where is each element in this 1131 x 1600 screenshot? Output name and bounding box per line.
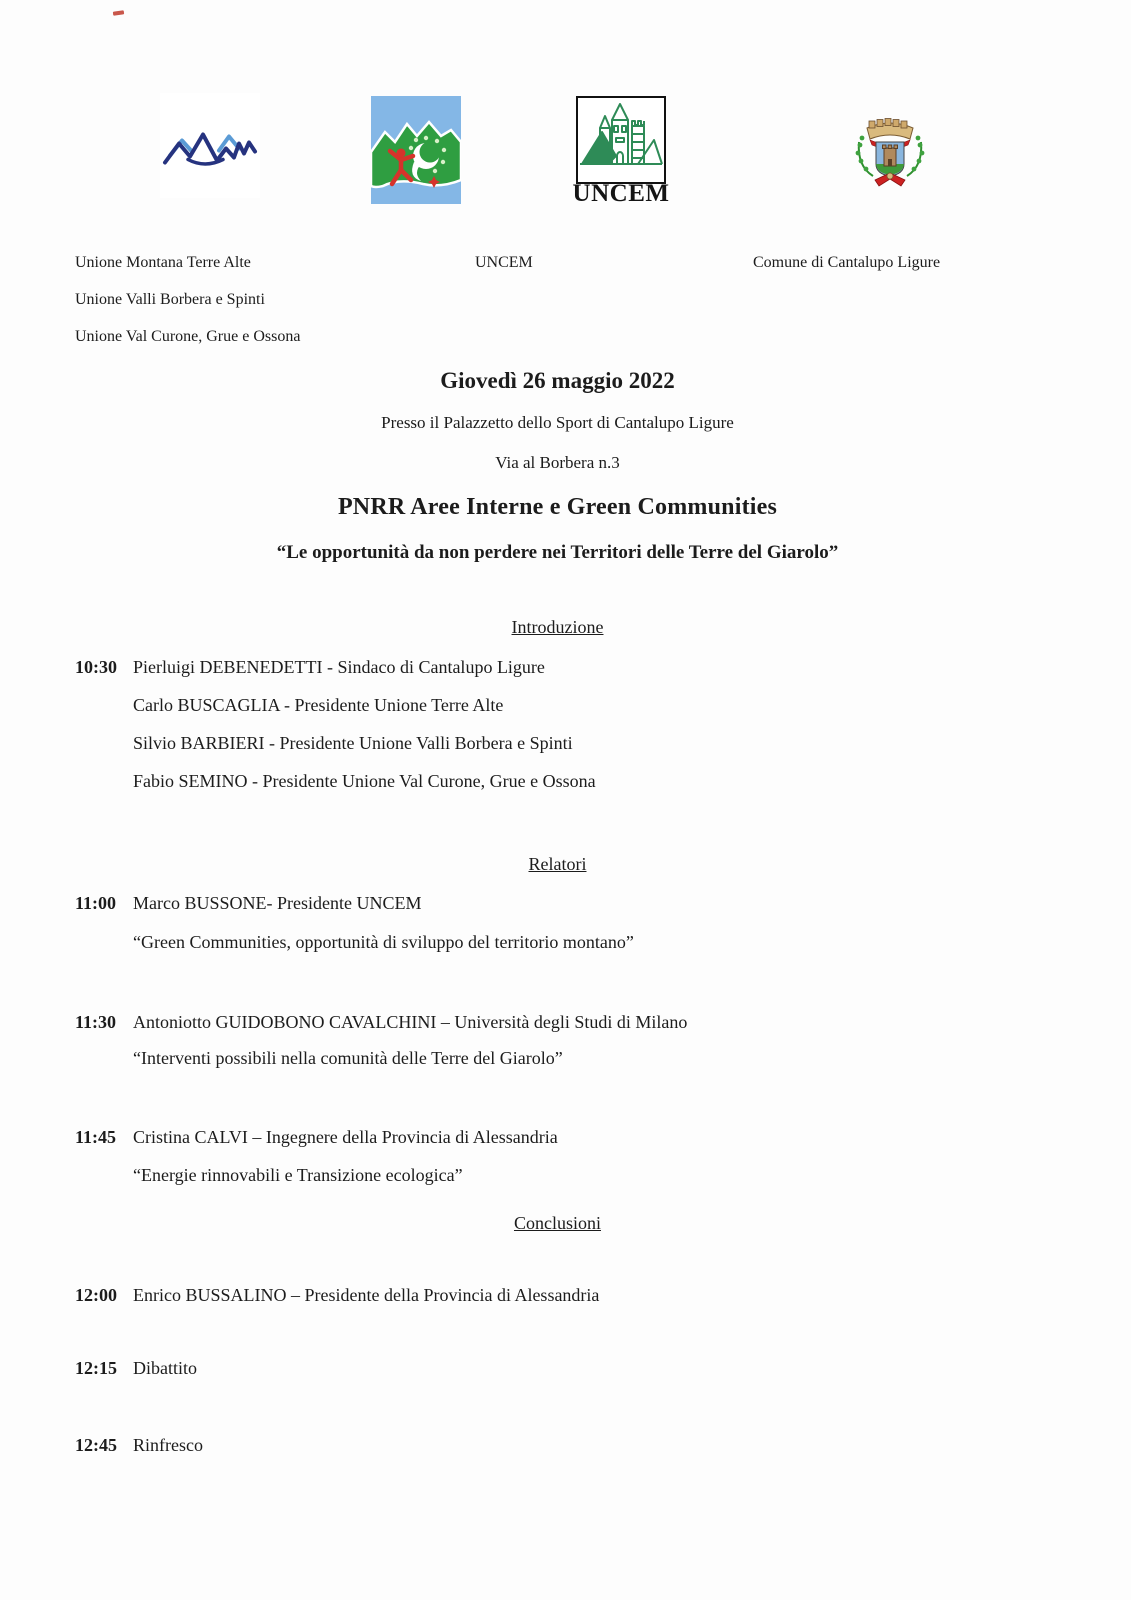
schedule-text: Marco BUSSONE- Presidente UNCEM (133, 893, 422, 913)
uncem-logo (572, 96, 670, 207)
schedule-time: 11:45 (75, 1127, 117, 1147)
event-date: Giovedì 26 maggio 2022 (440, 368, 675, 393)
uncem-logo-caption: UNCEM (572, 180, 670, 207)
schedule-row (75, 1286, 599, 1304)
schedule-time: 12:15 (75, 1358, 117, 1378)
schedule-time: 11:00 (75, 893, 117, 913)
schedule-time: 10:30 (75, 657, 117, 677)
org-label-val-curone: Unione Val Curone, Grue e Ossona (75, 328, 301, 345)
org-label-terre-alte: Unione Montana Terre Alte (75, 254, 251, 271)
schedule-text: Cristina CALVI – Ingegnere della Provincia di Alessandria (133, 1127, 558, 1147)
org-label-valli-borbera: Unione Valli Borbera e Spinti (75, 291, 265, 308)
schedule-row (75, 696, 503, 714)
event-venue: Presso il Palazzetto dello Sport di Cantalupo Ligure (381, 413, 734, 432)
schedule-row (75, 1436, 203, 1454)
schedule-time: 11:30 (75, 1012, 117, 1032)
scan-speck (113, 10, 124, 15)
schedule-row (75, 658, 545, 676)
schedule-row (75, 734, 573, 752)
schedule-text: Pierluigi DEBENEDETTI - Sindaco di Cantalupo Ligure (133, 657, 545, 677)
section-heading-conclusioni: Conclusioni (513, 1213, 601, 1233)
talk-quote: “Energie rinnovabili e Transizione ecologica” (133, 1165, 463, 1185)
schedule-text: Dibattito (133, 1358, 197, 1378)
section-heading-relatori: Relatori (528, 854, 587, 874)
event-title: PNRR Aree Interne e Green Communities (337, 494, 778, 520)
schedule-time: 12:00 (75, 1285, 117, 1305)
schedule-text: Rinfresco (133, 1435, 203, 1455)
org-label-uncem: UNCEM (475, 254, 533, 271)
comune-cantalupo-crest (845, 108, 935, 208)
schedule-text: Antoniotto GUIDOBONO CAVALCHINI – Università degli Studi di Milano (133, 1012, 688, 1032)
schedule-text: Carlo BUSCAGLIA - Presidente Unione Terre Alte (133, 695, 504, 715)
schedule-row (75, 894, 421, 912)
terre-alte-mountains-logo (160, 93, 260, 198)
talk-quote: “Green Communities, opportunità di sviluppo del territorio montano” (133, 932, 634, 952)
parco-icon (371, 96, 461, 204)
schedule-row (75, 1128, 558, 1146)
schedule-text: Fabio SEMINO - Presidente Unione Val Curone, Grue e Ossona (133, 771, 596, 791)
schedule-text: Enrico BUSSALINO – Presidente della Provincia di Alessandria (133, 1285, 600, 1305)
coat-of-arms-icon (845, 108, 935, 208)
org-label-comune: Comune di Cantalupo Ligure (753, 254, 941, 271)
schedule-row (75, 1013, 687, 1031)
parco-green-communities-logo (371, 96, 461, 204)
event-address: Via al Borbera n.3 (495, 453, 620, 472)
event-subtitle: “Le opportunità da non perdere nei Territori delle Terre del Giarolo” (276, 542, 839, 563)
mountain-sketch-icon (160, 93, 260, 198)
schedule-text: Silvio BARBIERI - Presidente Unione Valli Borbera e Spinti (133, 733, 573, 753)
schedule-row (75, 1359, 197, 1377)
section-heading-introduzione: Introduzione (511, 617, 604, 637)
talk-quote: “Interventi possibili nella comunità delle Terre del Giarolo” (133, 1048, 563, 1068)
schedule-row (75, 772, 596, 790)
uncem-castle-icon (576, 96, 666, 184)
schedule-time: 12:45 (75, 1435, 117, 1455)
